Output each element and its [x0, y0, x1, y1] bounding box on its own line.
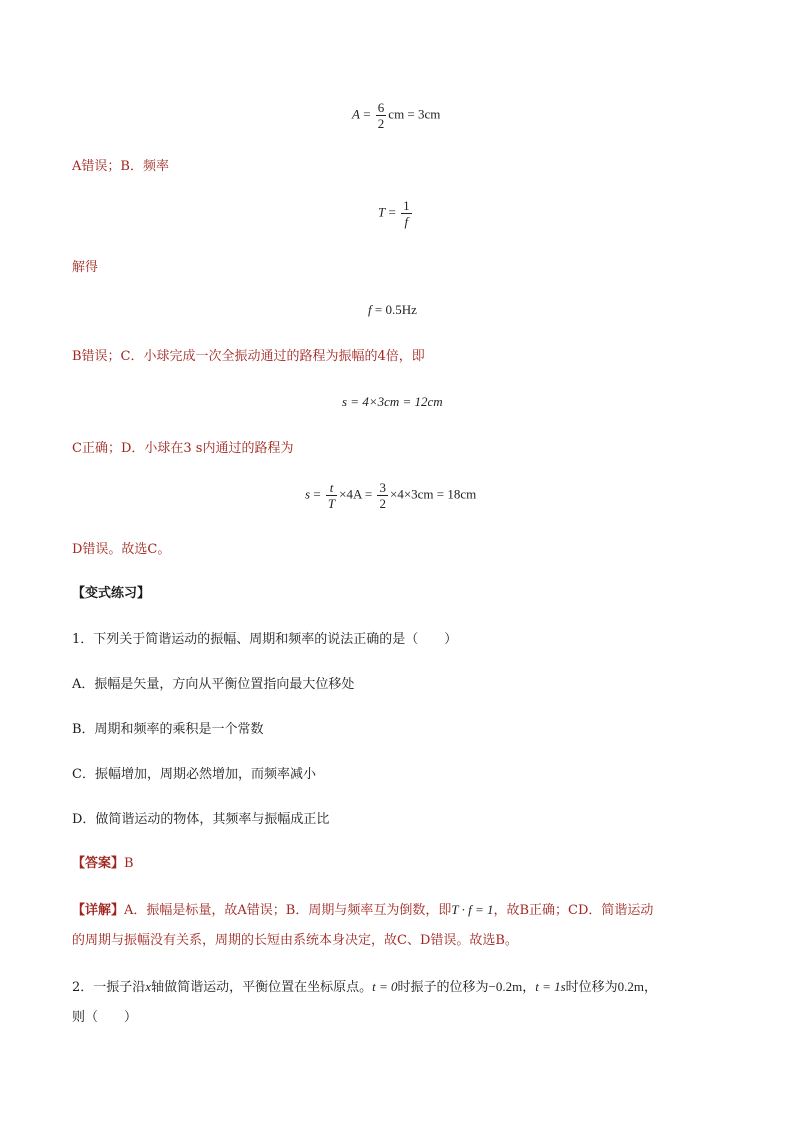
- question-2-line-2: 则（ ）: [72, 1010, 138, 1025]
- fraction: $\frac{1}{f}$: [403, 198, 410, 229]
- section-heading: 【变式练习】: [72, 586, 151, 601]
- question-stem: 1．下列关于简谐运动的振幅、周期和频率的说法正确的是（ ）: [72, 632, 458, 647]
- solution-line: 解得: [72, 260, 99, 275]
- equation-period: T = $\frac{1}{f}$: [378, 198, 410, 229]
- solution-line: D错误。故选C。: [72, 542, 171, 557]
- question-2-line-1: 2．一振子沿x轴做简谐运动，平衡位置在坐标原点。t = 0时振子的位移为−0.2m，t = 1s时位移为0.2m，: [72, 979, 658, 995]
- fraction: $\frac{t}{T}$: [327, 480, 336, 511]
- detail-line-1: 【详解】A．振幅是标量，故A错误；B．周期与频率互为倒数，即T · f = 1，故B正确；CD．简谐运动: [72, 902, 654, 918]
- solution-line: C正确；D．小球在3 s内通过的路程为: [72, 441, 294, 456]
- option-b: B．周期和频率的乘积是一个常数: [72, 722, 264, 737]
- solution-line: B错误；C．小球完成一次全振动通过的路程为振幅的4倍，即: [72, 349, 425, 364]
- equation-amplitude: A = $\frac{6}{2}$ cm = 3cm: [352, 100, 441, 131]
- equation-frequency: f = 0.5Hz: [368, 302, 417, 317]
- fraction: $\frac{6}{2}$: [377, 100, 385, 131]
- solution-line: A错误；B．频率: [72, 159, 169, 174]
- answer-line: 【答案】B: [72, 856, 134, 871]
- option-c: C．振幅增加，周期必然增加，而频率减小: [72, 767, 316, 782]
- equation-path-3s: s = $\frac{t}{T}$ ×4A = $\frac{3}{2}$ ×4×3cm = 18cm: [305, 480, 477, 511]
- option-a: A．振幅是矢量，方向从平衡位置指向最大位移处: [72, 677, 355, 692]
- equation-path-one-cycle: s = 4×3cm = 12cm: [342, 394, 443, 409]
- option-d: D．做简谐运动的物体，其频率与振幅成正比: [72, 812, 330, 827]
- fraction: $\frac{3}{2}$: [379, 480, 386, 511]
- detail-line-2: 的周期与振幅没有关系，周期的长短由系统本身决定，故C、D错误。故选B。: [72, 933, 518, 948]
